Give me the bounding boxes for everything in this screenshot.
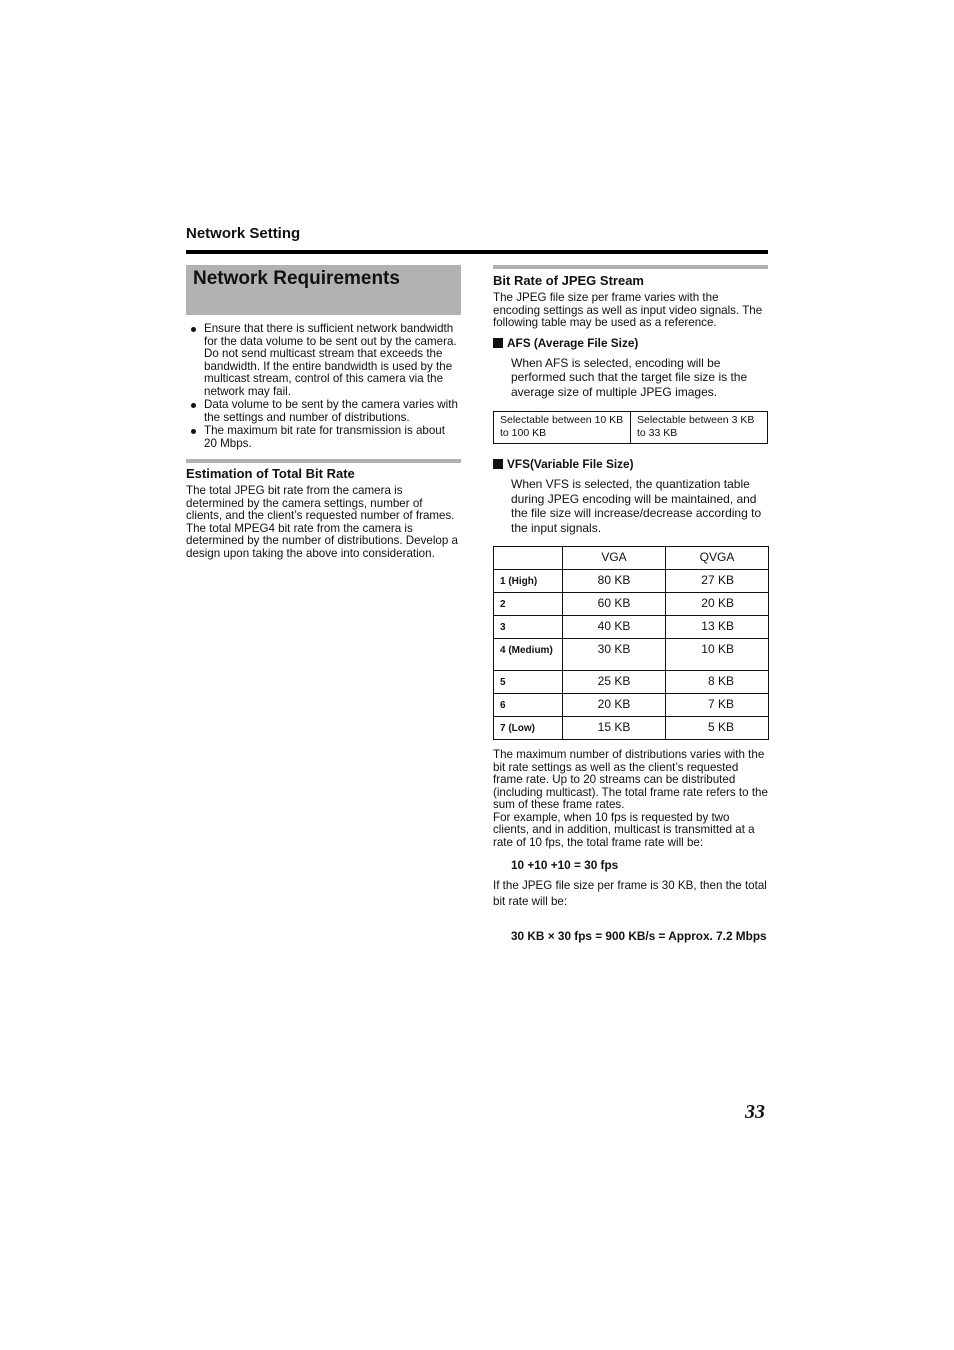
qvga-cell: 27 KB xyxy=(666,570,769,593)
requirements-list xyxy=(186,323,461,450)
table-row xyxy=(494,639,769,671)
jpeg-bitrate-heading: Bit Rate of JPEG Stream xyxy=(493,273,644,288)
table-row xyxy=(494,412,768,444)
square-marker-icon xyxy=(493,338,503,348)
level-cell: 7 (Low) xyxy=(494,717,563,740)
section-divider xyxy=(493,265,768,269)
section-divider xyxy=(186,459,461,463)
estimation-heading: Estimation of Total Bit Rate xyxy=(186,466,355,481)
estimation-body: The total JPEG bit rate from the camera is determined by the camera settings, number of clients, and the client’s requested number of frames. The total MPEG4 bit rate from the camera is determined by the number of distributions. Develop a design upon taking the above into consideration. xyxy=(186,484,458,560)
vga-cell: 30 KB xyxy=(563,639,666,671)
level-cell: 6 xyxy=(494,694,563,717)
bullet-icon xyxy=(191,429,196,434)
qvga-cell: 7 KB xyxy=(666,694,769,717)
page-title: Network Requirements xyxy=(193,268,400,289)
vga-cell: 25 KB xyxy=(563,671,666,694)
qvga-cell: 8 KB xyxy=(666,671,769,694)
vga-cell: 60 KB xyxy=(563,593,666,616)
left-column xyxy=(186,265,461,560)
title-box xyxy=(186,265,461,315)
table-header-row xyxy=(494,547,769,570)
column-header: QVGA xyxy=(666,547,769,570)
section-header: Network Setting xyxy=(186,225,301,242)
afs-table xyxy=(493,411,768,444)
vga-cell: 80 KB xyxy=(563,570,666,593)
afs-heading: AFS (Average File Size) xyxy=(493,336,768,350)
qvga-cell: 5 KB xyxy=(666,717,769,740)
afs-body: When AFS is selected, encoding will be performed such that the target file size is the average size of multiple JPEG images. xyxy=(511,355,748,399)
distribution-text: The maximum number of distributions varies with the bit rate settings as well as the client’s requested frame rate. Up to 20 streams can be distributed (including multicast). The total frame rate refers to the sum of these frame rates. xyxy=(493,748,768,811)
vfs-table xyxy=(493,546,769,740)
list-item: Ensure that there is sufficient network bandwidth for the data volume to be sent out by the camera. Do not send multicast stream that exceeds the bandwidth. If the entire bandwidth is used by the multicast stream, control of this camera via the network may fail. xyxy=(186,323,461,398)
list-item: Data volume to be sent by the camera varies with the settings and number of distributions. xyxy=(186,399,461,424)
bullet-icon xyxy=(191,403,196,408)
vfs-heading: VFS(Variable File Size) xyxy=(493,457,768,471)
bitrate-text: If the JPEG file size per frame is 30 KB, then the total bit rate will be: xyxy=(493,879,767,908)
jpeg-intro: The JPEG file size per frame varies with the encoding settings as well as input video signals. The following table may be used as a reference. xyxy=(493,291,763,329)
square-marker-icon xyxy=(493,459,503,469)
column-header: VGA xyxy=(563,547,666,570)
column-header xyxy=(494,547,563,570)
table-row xyxy=(494,570,769,593)
level-cell: 3 xyxy=(494,616,563,639)
list-item: The maximum bit rate for transmission is about 20 Mbps. xyxy=(186,425,461,450)
page-number: 33 xyxy=(745,1101,765,1123)
vga-cell: 20 KB xyxy=(563,694,666,717)
vga-cell: 40 KB xyxy=(563,616,666,639)
table-row xyxy=(494,616,769,639)
qvga-cell: 10 KB xyxy=(666,639,769,671)
level-cell: 2 xyxy=(494,593,563,616)
table-row xyxy=(494,671,769,694)
table-row xyxy=(494,717,769,740)
vga-cell: 15 KB xyxy=(563,717,666,740)
level-cell: 1 (High) xyxy=(494,570,563,593)
qvga-cell: 20 KB xyxy=(666,593,769,616)
frame-rate-formula: 10 +10 +10 = 30 fps xyxy=(511,858,619,872)
example-text: For example, when 10 fps is requested by two clients, and in addition, multicast is transmitted at a rate of 10 fps, the total frame rate will be: xyxy=(493,810,755,849)
table-cell: Selectable between 3 KB to 33 KB xyxy=(631,412,768,444)
table-row xyxy=(494,593,769,616)
header-rule xyxy=(186,250,768,254)
bitrate-formula: 30 KB × 30 fps = 900 KB/s = Approx. 7.2 Mbps xyxy=(511,929,767,943)
right-column xyxy=(493,265,768,943)
qvga-cell: 13 KB xyxy=(666,616,769,639)
table-cell: Selectable between 10 KB to 100 KB xyxy=(494,412,631,444)
vfs-body: When VFS is selected, the quantization table during JPEG encoding will be maintained, and the file size will increase/decrease according to the input signals. xyxy=(511,477,762,535)
level-cell: 5 xyxy=(494,671,563,694)
table-row xyxy=(494,694,769,717)
bullet-icon xyxy=(191,327,196,332)
level-cell: 4 (Medium) xyxy=(494,639,563,671)
